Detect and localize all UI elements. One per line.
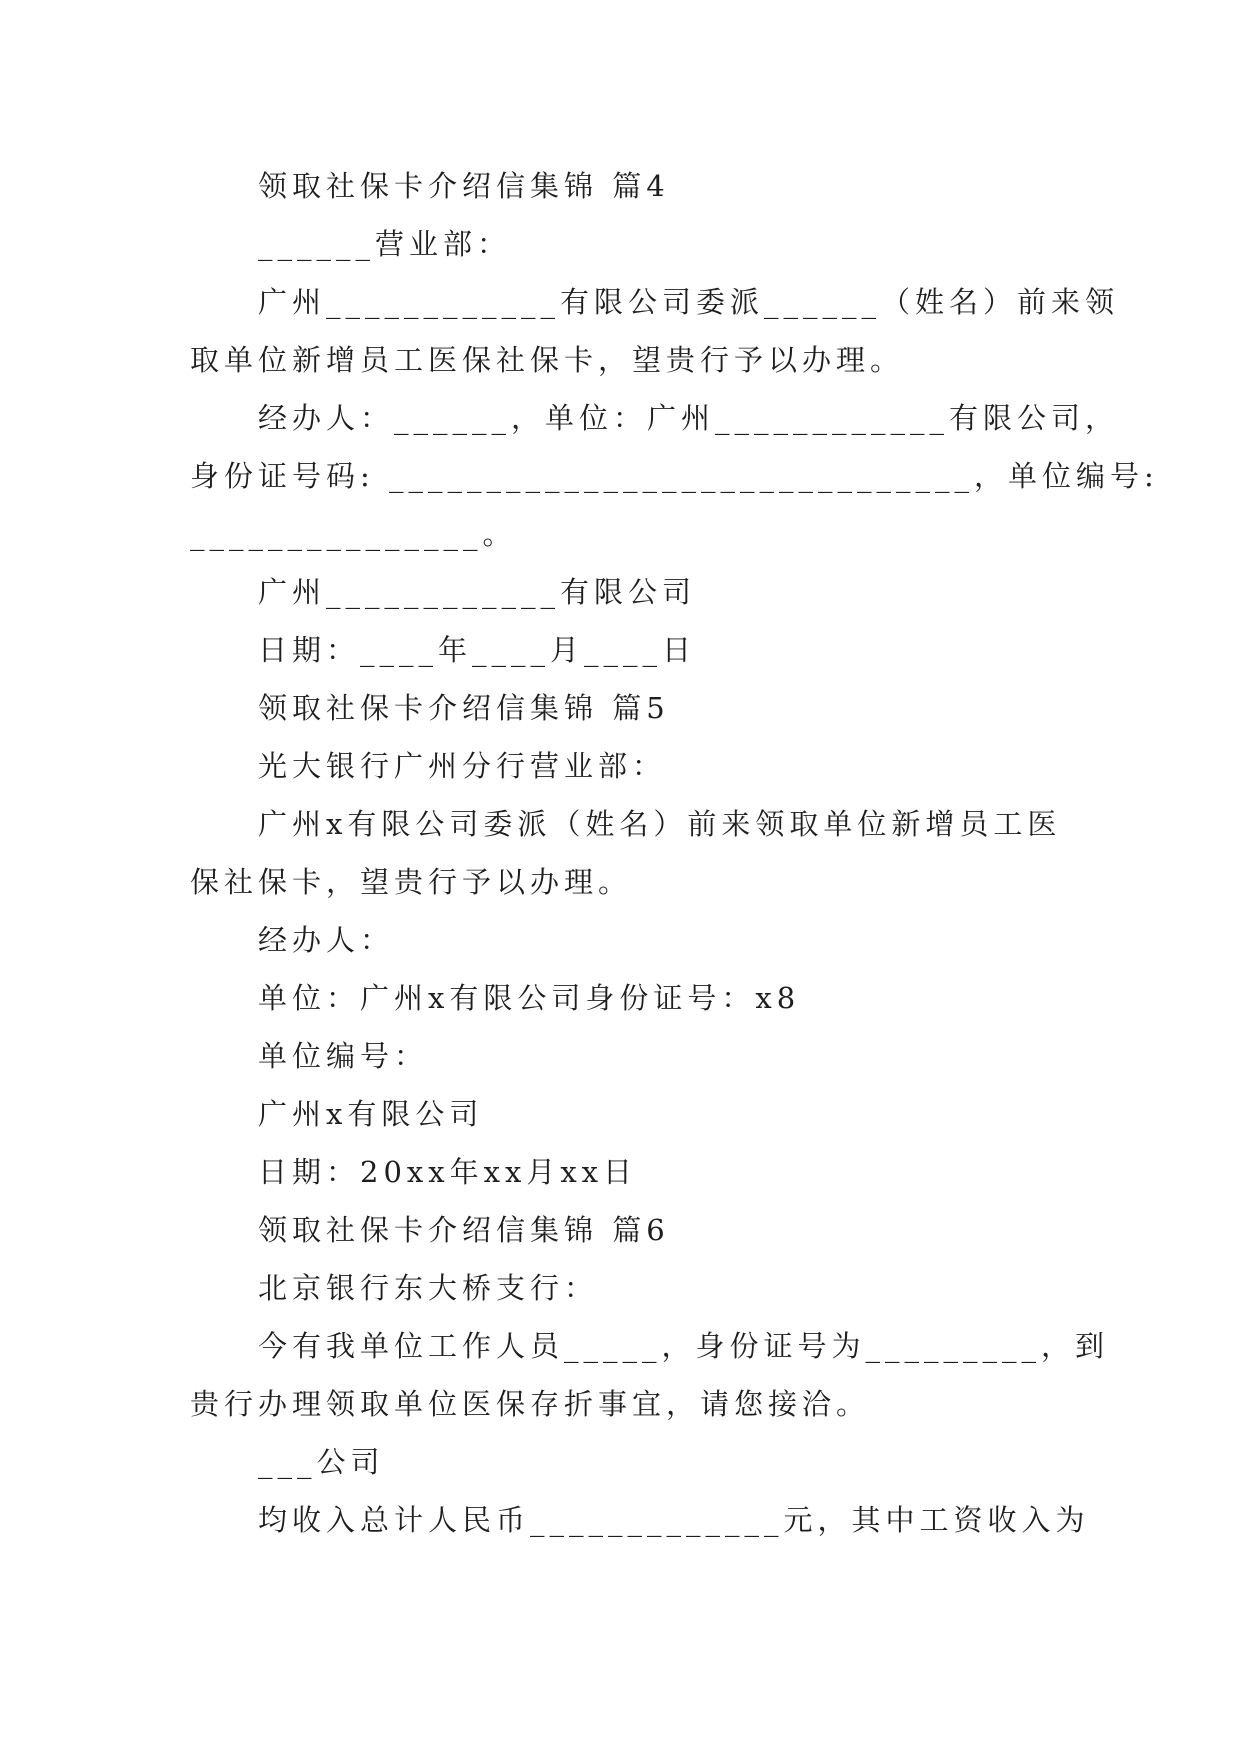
body-paragraph: 保社保卡，望贵行予以办理。 bbox=[190, 865, 633, 899]
salutation: 北京银行东大桥支行： bbox=[258, 1271, 599, 1305]
company-signature: 广州____________有限公司 bbox=[258, 575, 697, 609]
section-heading-4: 领取社保卡介绍信集锦 篇4 bbox=[258, 169, 670, 203]
unit-id-line: 单位：广州x有限公司身份证号：x8 bbox=[258, 981, 801, 1015]
body-paragraph: 今有我单位工作人员_____，身份证号为_________，到 bbox=[258, 1329, 1110, 1363]
date-line: 日期：____年____月____日 bbox=[258, 633, 697, 667]
body-paragraph: 取单位新增员工医保社保卡，望贵行予以办理。 bbox=[190, 343, 905, 377]
company-signature: 广州x有限公司 bbox=[258, 1097, 484, 1131]
date-line: 日期：20xx年xx月xx日 bbox=[258, 1155, 638, 1189]
company-signature: ___公司 bbox=[258, 1445, 385, 1479]
body-paragraph: 广州x有限公司委派（姓名）前来领取单位新增员工医 bbox=[258, 807, 1062, 841]
unit-number-line: _______________。 bbox=[190, 517, 517, 551]
handler-line: 经办人：______，单位：广州____________有限公司， bbox=[258, 401, 1120, 435]
salutation: ______营业部： bbox=[258, 227, 512, 261]
income-line: 均收入总计人民币_____________元，其中工资收入为 bbox=[258, 1503, 1090, 1537]
id-number-line: 身份证号码: ______________________________，单位编号: bbox=[190, 459, 1159, 493]
handler-line: 经办人： bbox=[258, 923, 395, 957]
body-paragraph: 贵行办理领取单位医保存折事宜，请您接洽。 bbox=[190, 1387, 871, 1421]
section-heading-5: 领取社保卡介绍信集锦 篇5 bbox=[258, 691, 670, 725]
body-paragraph: 广州____________有限公司委派______（姓名）前来领 bbox=[258, 285, 1120, 319]
salutation: 光大银行广州分行营业部： bbox=[258, 749, 667, 783]
section-heading-6: 领取社保卡介绍信集锦 篇6 bbox=[258, 1213, 670, 1247]
unit-number-line: 单位编号： bbox=[258, 1039, 429, 1073]
